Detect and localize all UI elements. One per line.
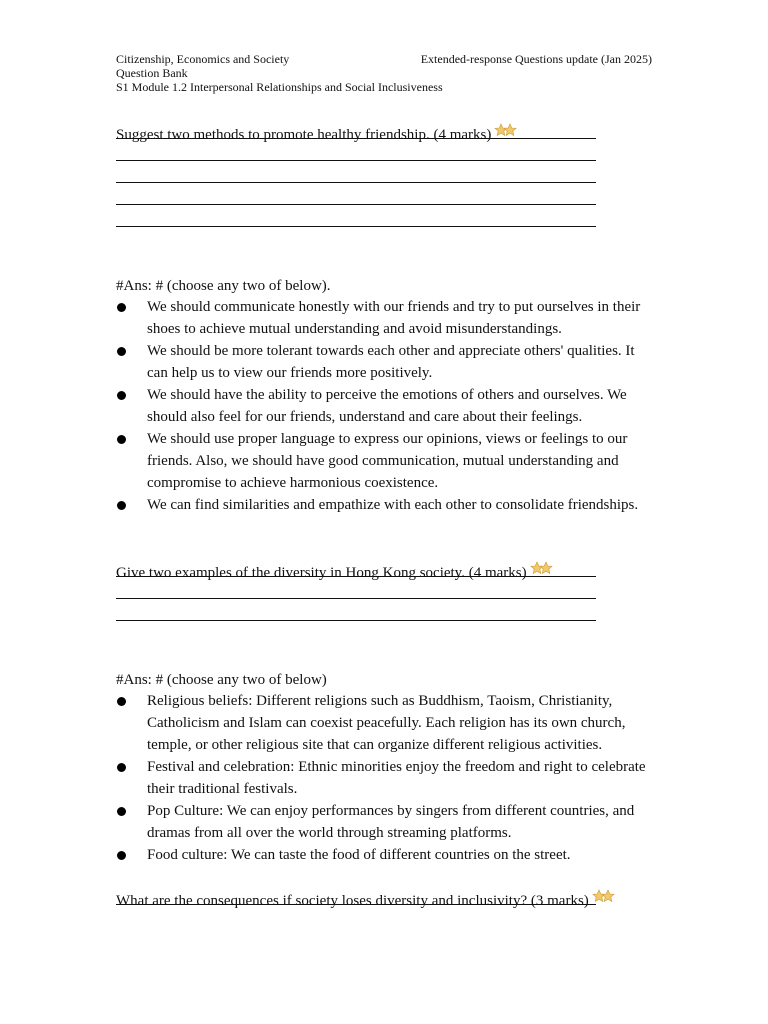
- header-update: Extended-response Questions update (Jan 2025): [420, 52, 652, 66]
- bullet-icon: [117, 851, 126, 860]
- list-item: Food culture: We can taste the food of different countries on the street.: [116, 844, 656, 866]
- bullet-icon: [117, 697, 126, 706]
- bullet-icon: [117, 501, 126, 510]
- bullet-icon: [117, 807, 126, 816]
- answer-lines-q1[interactable]: [116, 138, 596, 248]
- page-header: [116, 52, 656, 94]
- answer-list-q2: [116, 690, 656, 866]
- list-item: We should communicate honestly with our friends and try to put ourselves in their shoes to achieve mutual understanding and avoid misunderstandings.: [116, 296, 656, 340]
- question-2-text: Give two examples of the diversity in Hong Kong society. (4 marks): [116, 565, 527, 581]
- bullet-icon: [117, 435, 126, 444]
- list-item: Pop Culture: We can enjoy performances by singers from different countries, and dramas from all over the world through streaming platforms.: [116, 800, 656, 844]
- answer-intro-q1: #Ans: # (choose any two of below).: [116, 278, 331, 294]
- list-item: Religious beliefs: Different religions such as Buddhism, Taoism, Christianity, Catholicism and Islam can coexist peacefully. Each religion has its own church, temple, or other religious site that can organize different religious activities.: [116, 690, 656, 756]
- bullet-icon: [117, 391, 126, 400]
- list-item: We should use proper language to express our opinions, views or feelings to our friends. Also, we should have good communication, mutual understanding and compromise to achieve harmonious coexistence.: [116, 428, 656, 494]
- header-course: Citizenship, Economics and Society: [116, 52, 290, 66]
- bullet-icon: [117, 763, 126, 772]
- answer-lines-q3[interactable]: [116, 904, 596, 926]
- question-3-text: What are the consequences if society loses diversity and inclusivity? (3 marks): [116, 893, 589, 909]
- answer-intro-q2: #Ans: # (choose any two of below): [116, 672, 327, 688]
- bullet-icon: [117, 347, 126, 356]
- list-item: We can find similarities and empathize with each other to consolidate friendships.: [116, 494, 656, 516]
- answer-lines-q2[interactable]: [116, 576, 596, 642]
- question-1-text: Suggest two methods to promote healthy friendship. (4 marks): [116, 127, 492, 143]
- header-question-bank: Question Bank: [116, 66, 188, 80]
- list-item: We should be more tolerant towards each other and appreciate others' qualities. It can help us to view our friends more positively.: [116, 340, 656, 384]
- header-module: S1 Module 1.2 Interpersonal Relationships and Social Inclusiveness: [116, 80, 443, 94]
- list-item: We should have the ability to perceive the emotions of others and ourselves. We should also feel for our friends, understand and care about their feelings.: [116, 384, 656, 428]
- bullet-icon: [117, 303, 126, 312]
- list-item: Festival and celebration: Ethnic minorities enjoy the freedom and right to celebrate their traditional festivals.: [116, 756, 656, 800]
- answer-list-q1: [116, 296, 656, 516]
